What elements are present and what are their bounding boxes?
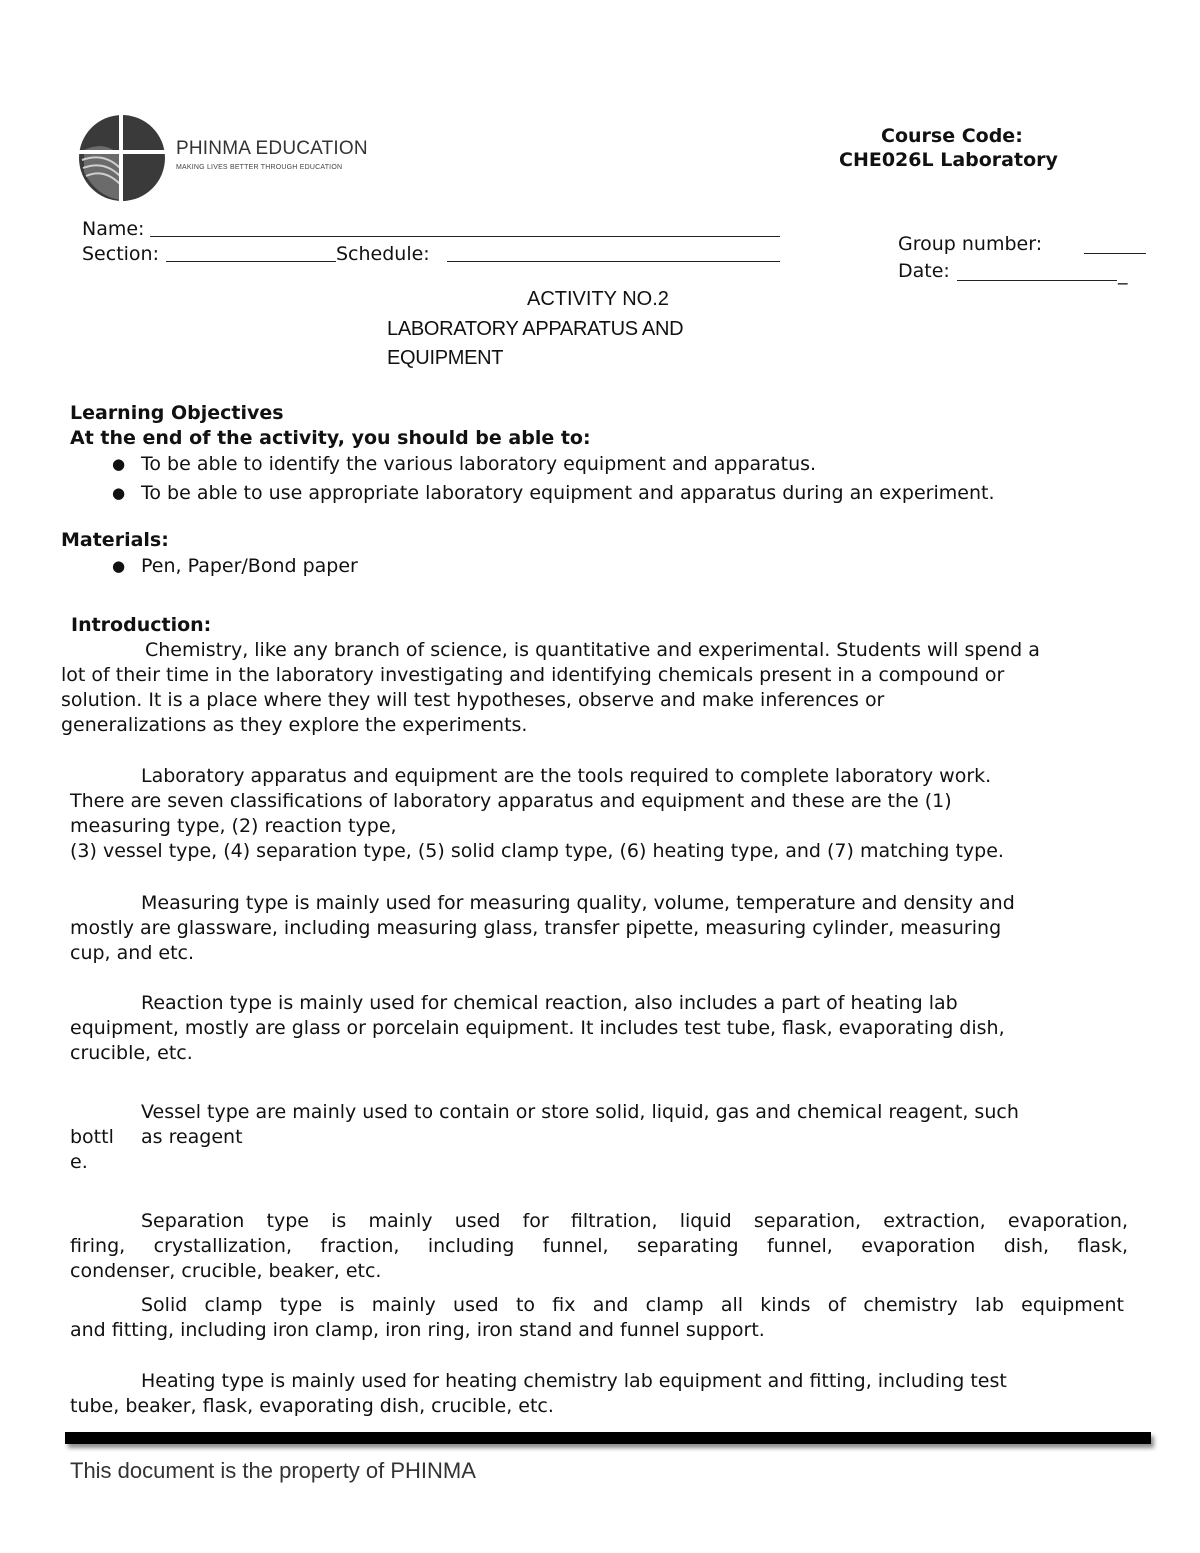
text-line: measuring type, (2) reaction type, [70,815,397,837]
group-number-field[interactable] [1084,253,1146,254]
text-line: and fitting, including iron clamp, iron ring, iron stand and funnel support. [70,1319,765,1341]
text-line: mostly are glassware, including measuring glass, transfer pipette, measuring cylinder, measuring [70,917,1002,939]
objectives-subheading: At the end of the activity, you should be able to: [70,427,591,449]
group-number-label: Group number: [898,233,1043,255]
activity-subtitle-line1: LABORATORY APPARATUS AND [387,318,684,340]
text-line: Reaction type is mainly used for chemical reaction, also includes a part of heating lab [141,992,958,1014]
phinma-logo [76,112,376,204]
text-line: bottl [70,1126,114,1148]
text-line: crucible, etc. [70,1042,193,1064]
objective-item: To be able to use appropriate laboratory equipment and apparatus during an experiment. [141,482,995,504]
text-line: firing, crystallization, fraction, including funnel, separating funnel, evaporation dish, flask, [70,1235,1128,1257]
text-line: Measuring type is mainly used for measuring quality, volume, temperature and density and [141,892,1015,914]
date-field[interactable] [957,280,1117,281]
course-code-label: Course Code: [881,125,1023,147]
section-label: Section: [82,243,159,265]
text-line: There are seven classifications of laboratory apparatus and equipment and these are the (1) [70,790,952,812]
activity-subtitle-line2: EQUIPMENT [387,347,504,369]
footer-divider [65,1432,1151,1444]
text-line: (3) vessel type, (4) separation type, (5) solid clamp type, (6) heating type, and (7) matching type. [70,840,1004,862]
section-field[interactable] [166,261,336,262]
bullet-icon: ● [112,455,126,473]
logo-name: PHINMA EDUCATION [176,138,368,159]
text-line: equipment, mostly are glass or porcelain equipment. It includes test tube, flask, evaporating dish, [70,1017,1005,1039]
schedule-label: Schedule: [336,243,430,265]
objectives-heading: Learning Objectives [70,402,284,424]
name-label: Name: [82,218,145,240]
bullet-icon: ● [112,484,126,502]
text-line: as reagent [141,1126,243,1148]
phinma-logo-emblem-icon [76,112,168,204]
logo-tagline: MAKING LIVES BETTER THROUGH EDUCATION [176,164,343,171]
date-trail: _ [1118,263,1128,285]
text-line: Solid clamp type is mainly used to fix and clamp all kinds of chemistry lab equipment [141,1294,1124,1316]
footer-text: This document is the property of PHINMA [70,1458,476,1483]
text-line: solution. It is a place where they will test hypotheses, observe and make inferences or [61,689,885,711]
text-line: Heating type is mainly used for heating chemistry lab equipment and fitting, including test [141,1370,1007,1392]
text-line: cup, and etc. [70,942,195,964]
text-line: generalizations as they explore the experiments. [61,714,528,736]
bullet-icon: ● [112,557,126,575]
material-item: Pen, Paper/Bond paper [141,555,358,577]
objective-item: To be able to identify the various laboratory equipment and apparatus. [141,453,817,475]
schedule-field[interactable] [447,261,780,262]
text-line: tube, beaker, flask, evaporating dish, crucible, etc. [70,1395,554,1417]
text-line: lot of their time in the laboratory investigating and identifying chemicals present in a compound or [61,664,1005,686]
materials-heading: Materials: [61,529,169,551]
date-label: Date: [898,260,950,282]
text-line: Vessel type are mainly used to contain or store solid, liquid, gas and chemical reagent, such [141,1101,1019,1123]
introduction-heading: Introduction: [71,614,212,636]
text-line: Separation type is mainly used for filtration, liquid separation, extraction, evaporation, [141,1210,1128,1232]
text-line: condenser, crucible, beaker, etc. [70,1260,382,1282]
course-code-value: CHE026L Laboratory [839,149,1058,171]
text-line: e. [70,1151,88,1173]
activity-title: ACTIVITY NO.2 [527,288,669,310]
text-line: Chemistry, like any branch of science, is quantitative and experimental. Students will spend a [145,639,1040,661]
name-field[interactable] [150,236,780,237]
text-line: Laboratory apparatus and equipment are the tools required to complete laboratory work. [141,765,992,787]
